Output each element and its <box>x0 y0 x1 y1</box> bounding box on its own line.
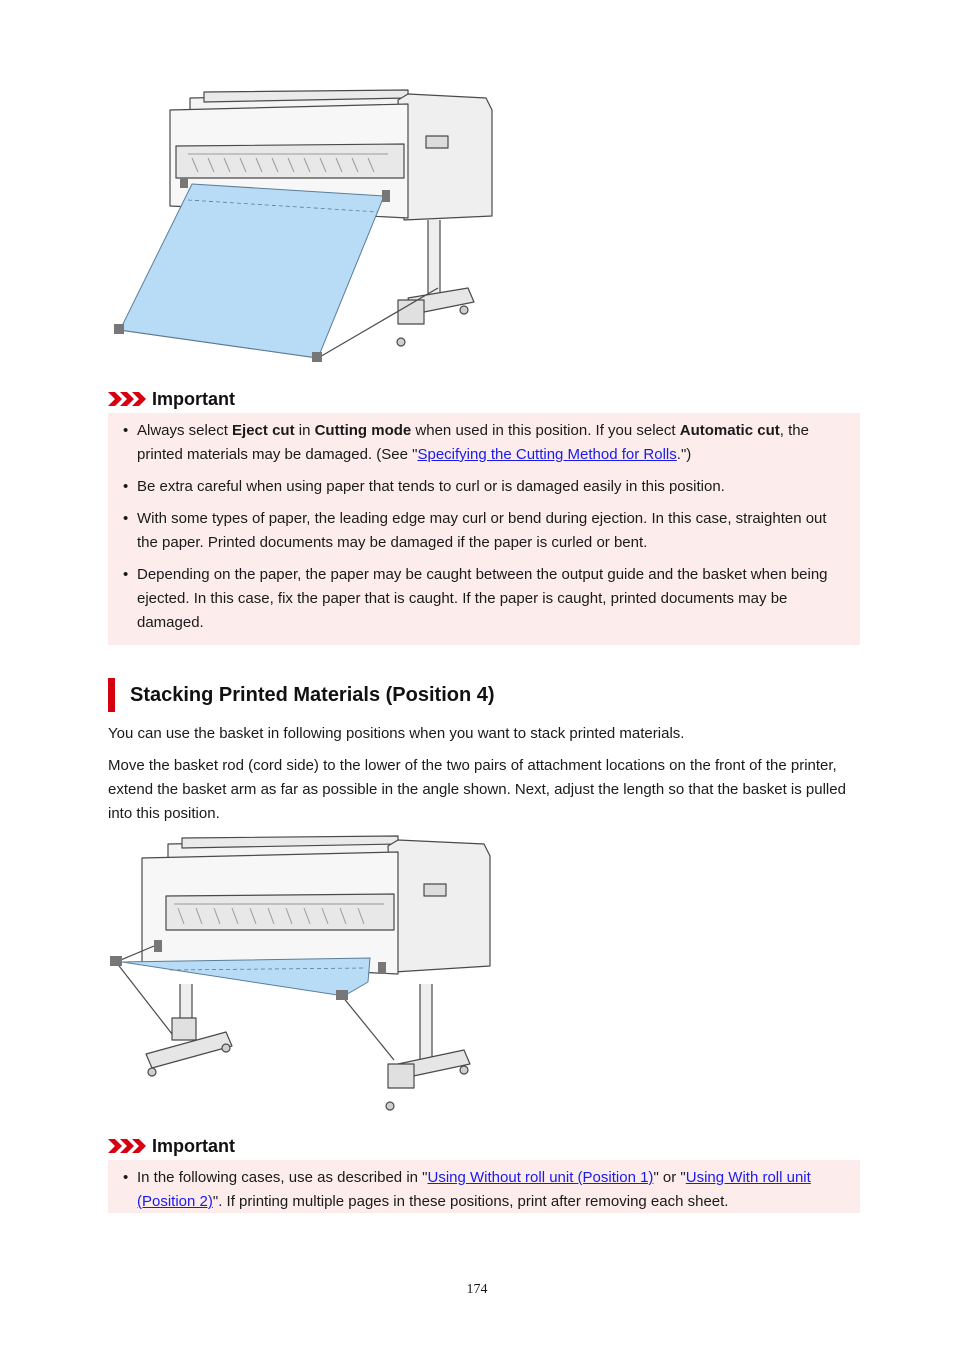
important-heading <box>108 388 235 410</box>
printer-illustration-basket-front <box>108 88 494 370</box>
term-cutting-mode: Cutting mode <box>314 422 412 439</box>
paragraph-intro: You can use the basket in following positions when you want to stack printed materials. <box>108 725 685 742</box>
link-specifying-cutting-method[interactable]: Specifying the Cutting Method for Rolls <box>417 446 677 463</box>
printer-illustration-position-4 <box>108 834 494 1116</box>
list-item: • In the following cases, use as described in "Using Without roll unit (Position 1)" or "Using With roll unit (Position 2)". If printing multiple pages in these positions, print after removing each sheet. <box>122 1166 846 1214</box>
term-automatic-cut: Automatic cut <box>679 422 780 439</box>
list-item: • With some types of paper, the leading edge may curl or bend during ejection. In this case, straighten out the paper. Printed documents may be damaged if the paper is curled or bent. <box>122 507 846 555</box>
important-list <box>122 1166 846 1214</box>
triple-chevron-important-icon <box>108 390 146 408</box>
link-position-1[interactable]: Using Without roll unit (Position 1) <box>427 1169 654 1186</box>
section-title: Stacking Printed Materials (Position 4) <box>130 683 495 706</box>
link-position-2[interactable]: Using With roll unit (Position 2) <box>137 1169 811 1210</box>
heading-accent-bar <box>108 678 115 712</box>
term-eject-cut: Eject cut <box>232 422 295 439</box>
list-item: • Be extra careful when using paper that tends to curl or is damaged easily in this position. <box>122 475 846 499</box>
section-heading <box>108 678 495 712</box>
important-box <box>108 413 860 645</box>
list-item: • Always select Eject cut in Cutting mode when used in this position. If you select Automatic cut, the printed materials may be damaged. (See "Specifying the Cutting Method for Rolls.") <box>122 419 846 467</box>
page-number: 174 <box>466 1282 488 1297</box>
list-item: • Depending on the paper, the paper may be caught between the output guide and the basket when being ejected. In this case, fix the paper that is caught. If the paper is caught, printed documents may be damaged. <box>122 563 846 635</box>
triple-chevron-important-icon <box>108 1137 146 1155</box>
paragraph-instructions: Move the basket rod (cord side) to the lower of the two pairs of attachment locations on the front of the printer, extend the basket arm as far as possible in the angle shown. Next, adjust the length so that the basket is pulled into this position. <box>108 757 846 822</box>
important-heading <box>108 1135 235 1157</box>
important-box <box>108 1160 860 1213</box>
important-label: Important <box>152 1135 235 1156</box>
important-label: Important <box>152 388 235 409</box>
important-list <box>122 419 846 635</box>
